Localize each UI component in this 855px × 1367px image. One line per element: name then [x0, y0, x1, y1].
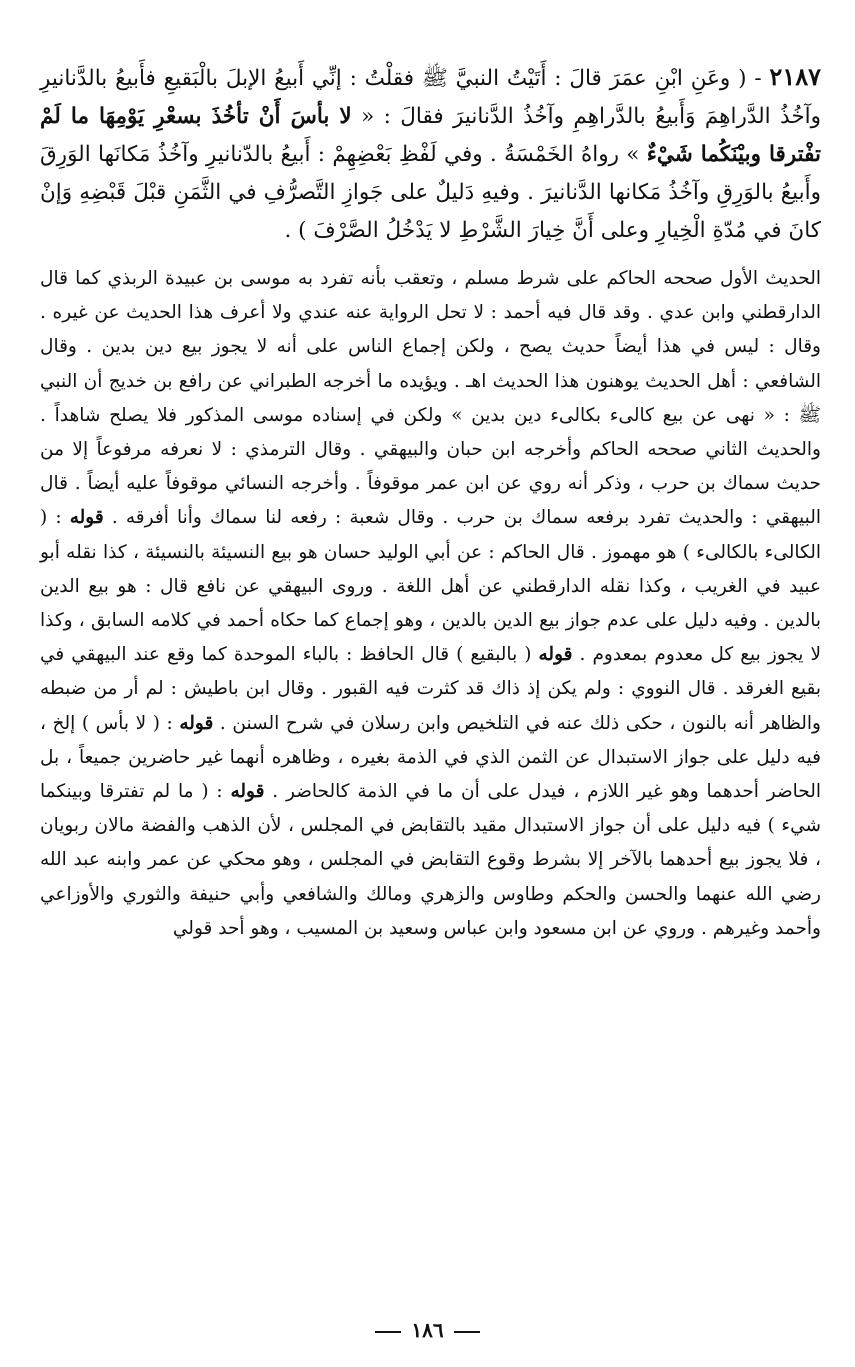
hadith-text-part: » رواهُ الخَمْسَةُ . وفي لَفْظِ بَعْضِهِمْ : أَبيعُ بالدّنانيرِ وآخُذُ مَكانَها الوَرِقَ وأَبيعُ بالوَرِقِ وآخُذُ مَكانها الدَّنانيرَ . وفيهِ دَليلٌ على جَوازِ التَّصرُّفِ في الثَّمَنِ قبْلَ قَبْضِهِ وَإنْ كانَ في مُدّةِ الْخِيارِ وعلى أَنَّ خِيارَ الشَّرْطِ لا يَدْخُلُ الصَّرْفَ ) . — [40, 142, 821, 243]
qawluhu-keyword: قوله — [179, 712, 214, 734]
commentary-segment: الحديث الأول صححه الحاكم على شرط مسلم ، وتعقب بأنه تفرد به موسى بن عبيدة الربذي كما قال الدارقطني وابن عدي . وقد قال فيه أحمد : لا تحل الرواية عنه عندي ولا أعرف هذا الحديث عن غيره . وقال : ليس في هذا أيضاً حديث يصح ، ولكن إجماع الناس على أنه لا يجوز بيع دين بدين . وقال الشافعي : أهل الحديث يوهنون هذا الحديث اهـ . ويؤيده ما أخرجه الطبراني عن رافع بن خديج أن النبي ﷺ : « نهى عن بيع كالىء بكالىء دين بدين » ولكن في إسناده موسى المذكور فلا يصلح شاهداً . والحديث الثاني صححه الحاكم وأخرجه ابن حبان والبيهقي . وقال الترمذي : لا نعرفه مرفوعاً إلا من حديث سماك بن حرب ، وذكر أنه روي عن ابن عمر موقوفاً . وأخرجه النسائي موقوفاً عليه أيضاً . قال البيهقي : والحديث تفرد برفعه سماك بن حرب . وقال شعبة : رفعه لنا سماك وأنا أفرقه . — [40, 268, 821, 529]
hadith-text-part: - ( وعَنِ ابْنِ عمَرَ قالَ : أَتَيْتُ النبيَّ ﷺ فقلْتُ : إنِّي أَبيعُ الإبلَ بالْبَقيعِ فأَبيعُ بالدَّنانيرِ وآخُذُ الدَّراهِمَ وَأَبيعُ بالدَّراهِمِ وآخُذُ الدَّنانيرَ فقالَ : « — [40, 66, 821, 129]
hadith-text — [40, 58, 821, 250]
commentary-segment: : ( ما لم تفترقا وبينكما شيء ) فيه دليل على أن جواز الاستبدال مقيد بالتقابض في المجلس ، لأن الذهب والفضة مالان ربويان ، فلا يجوز بيع أحدهما بالآخر إلا بشرط وقوع التقابض في المجلس ، وهو محكي عن عمر وابنه عبد الله رضي الله عنهما والحسن والحكم وطاوس والزهري ومالك والشافعي وأبي حنيفة والثوري والأوزاعي وأحمد وغيرهم . وروي عن ابن مسعود وابن عباس وسعيد بن المسيب ، وهو أحد قولي — [40, 781, 821, 939]
qawluhu-keyword: قوله — [69, 507, 104, 529]
commentary-text — [40, 262, 821, 946]
qawluhu-keyword: قوله — [230, 781, 265, 803]
commentary-segment: : ( لا بأس ) إلخ ، فيه دليل على جواز الاستبدال عن الثمن الذي في الذمة بغيره ، وظاهره أنهما غير حاضرين جميعاً ، بل الحاضر أحدهما وهو غير اللازم ، فيدل على أن ما في الذمة كالحاضر . — [40, 712, 822, 803]
commentary-segment: ( بالبقيع ) قال الحافظ : بالباء الموحدة كما وقع عند البيهقي في بقيع الغرقد . قال النووي : ولم يكن إذ ذاك قد كثرت فيه القبور . وقال ابن باطيش : لم أر من ضبطه والظاهر أنه بالنون ، حكى ذلك عنه في التلخيص وابن رسلان في شرح السنن . — [40, 644, 821, 734]
footer-dash — [454, 1331, 480, 1333]
page-footer — [0, 1318, 855, 1342]
footer-dash — [375, 1331, 401, 1333]
hadith-number: ٢١٨٧ — [769, 62, 821, 91]
commentary-segment: : ( الكالىء بالكالىء ) هو مهموز . قال الحاكم : عن أبي الوليد حسان هو بيع النسيئة بالنسيئة ، كذا نقله أبو عبيد في الغريب ، وكذا نقله الدارقطني عن أهل اللغة . وروى البيهقي عن نافع قال : هو بيع الدين بالدين . وفيه دليل على عدم جواز بيع الدين بالدين ، وهو إجماع كما حكاه أحمد في كلامه السابق ، وكذا لا يجوز بيع كل معدوم بمعدوم . — [40, 507, 821, 666]
page-number: ١٨٦ — [411, 1318, 444, 1342]
qawluhu-keyword: قوله — [538, 644, 573, 666]
hadith-quote-bold: لا بأسَ أَنْ تأخُذَ بسعْرِ يَوْمِهَا ما لَمْ تفْترقا وبيْنَكُما شَيْءٌ — [40, 104, 821, 167]
